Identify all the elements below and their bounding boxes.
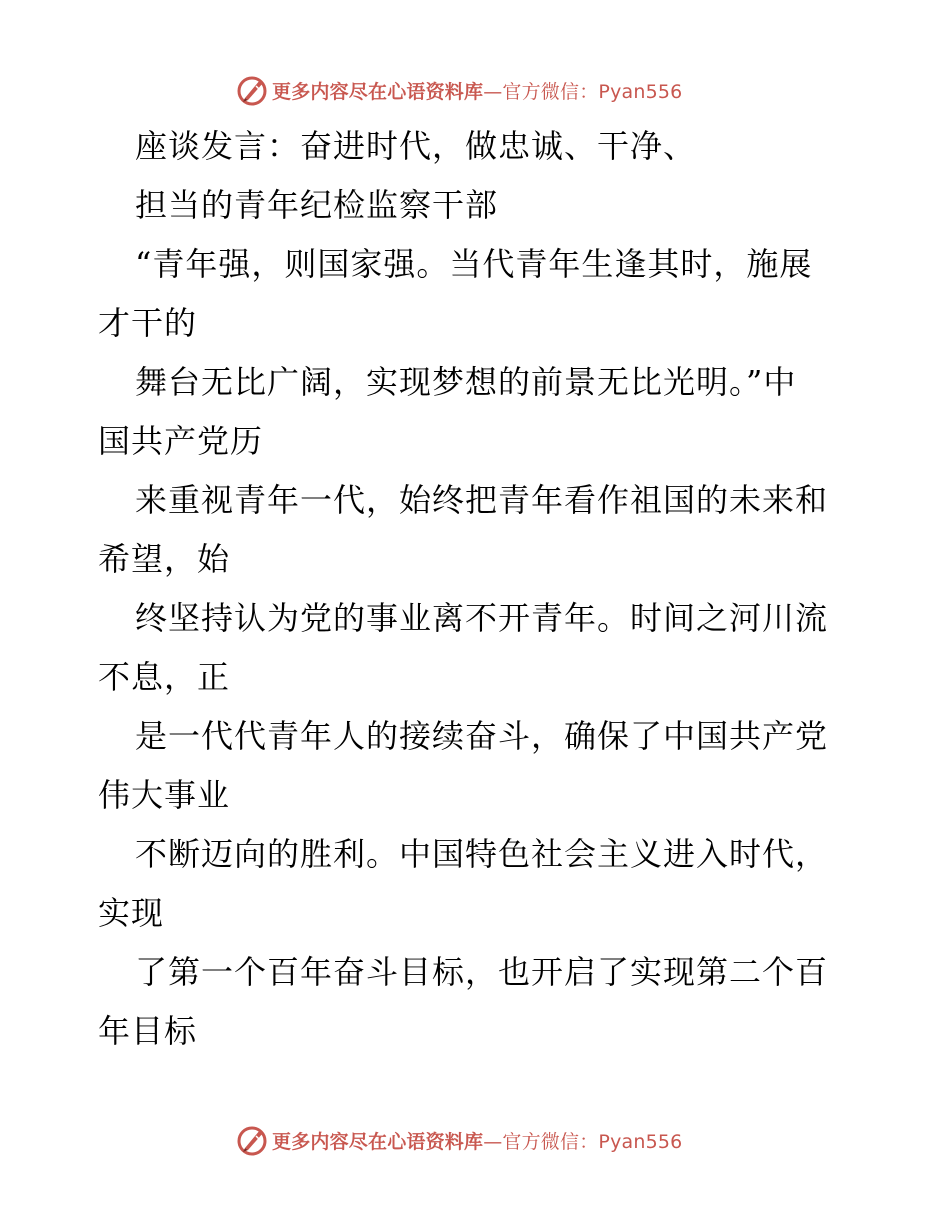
paragraph-line: 不息，正 (98, 658, 231, 696)
paragraph-line: 国共产党历 (98, 422, 264, 460)
paragraph-line: 不断迈向的胜利。中国特色社会主义进入时代， (135, 835, 829, 873)
watermark-wechat: 官方微信：Pyan556 (502, 80, 683, 103)
paragraph-line: 年目标 (98, 1012, 198, 1050)
document-body (98, 117, 858, 1061)
paragraph-line: 了第一个百年奋斗目标，也开启了实现第二个百 (135, 953, 829, 991)
watermark-site-name: 更多内容尽在心语资料库 (272, 80, 484, 103)
paragraph-line: 舞台无比广阔，实现梦想的前景无比光明。”中 (135, 363, 797, 401)
watermark-dash: — (483, 1130, 503, 1153)
watermark-dash: — (483, 80, 503, 103)
watermark-text (272, 77, 682, 104)
paragraph-line: 才干的 (98, 304, 198, 342)
paragraph-line: 终坚持认为党的事业离不开青年。时间之河川流 (135, 599, 829, 637)
title-line-1: 座谈发言：奋进时代，做忠诚、干净、 (135, 127, 697, 165)
paragraph-line: 来重视青年一代，始终把青年看作祖国的未来和 (135, 481, 829, 519)
header-watermark-banner (236, 73, 682, 107)
paragraph-line: 实现 (98, 894, 165, 932)
watermark-site-name: 更多内容尽在心语资料库 (272, 1130, 484, 1153)
title-line-2: 担当的青年纪检监察干部 (135, 186, 499, 224)
footer-watermark-banner (236, 1123, 682, 1157)
quill-pen-logo-icon (236, 1124, 268, 1156)
watermark-text (272, 1127, 682, 1154)
paragraph-line: “青年强，则国家强。当代青年生逢其时，施展 (135, 245, 813, 283)
paragraph-line: 伟大事业 (98, 776, 231, 814)
paragraph-line: 希望，始 (98, 540, 231, 578)
watermark-wechat: 官方微信：Pyan556 (502, 1130, 683, 1153)
paragraph-line: 是一代代青年人的接续奋斗，确保了中国共产党 (135, 717, 829, 755)
quill-pen-logo-icon (236, 74, 268, 106)
